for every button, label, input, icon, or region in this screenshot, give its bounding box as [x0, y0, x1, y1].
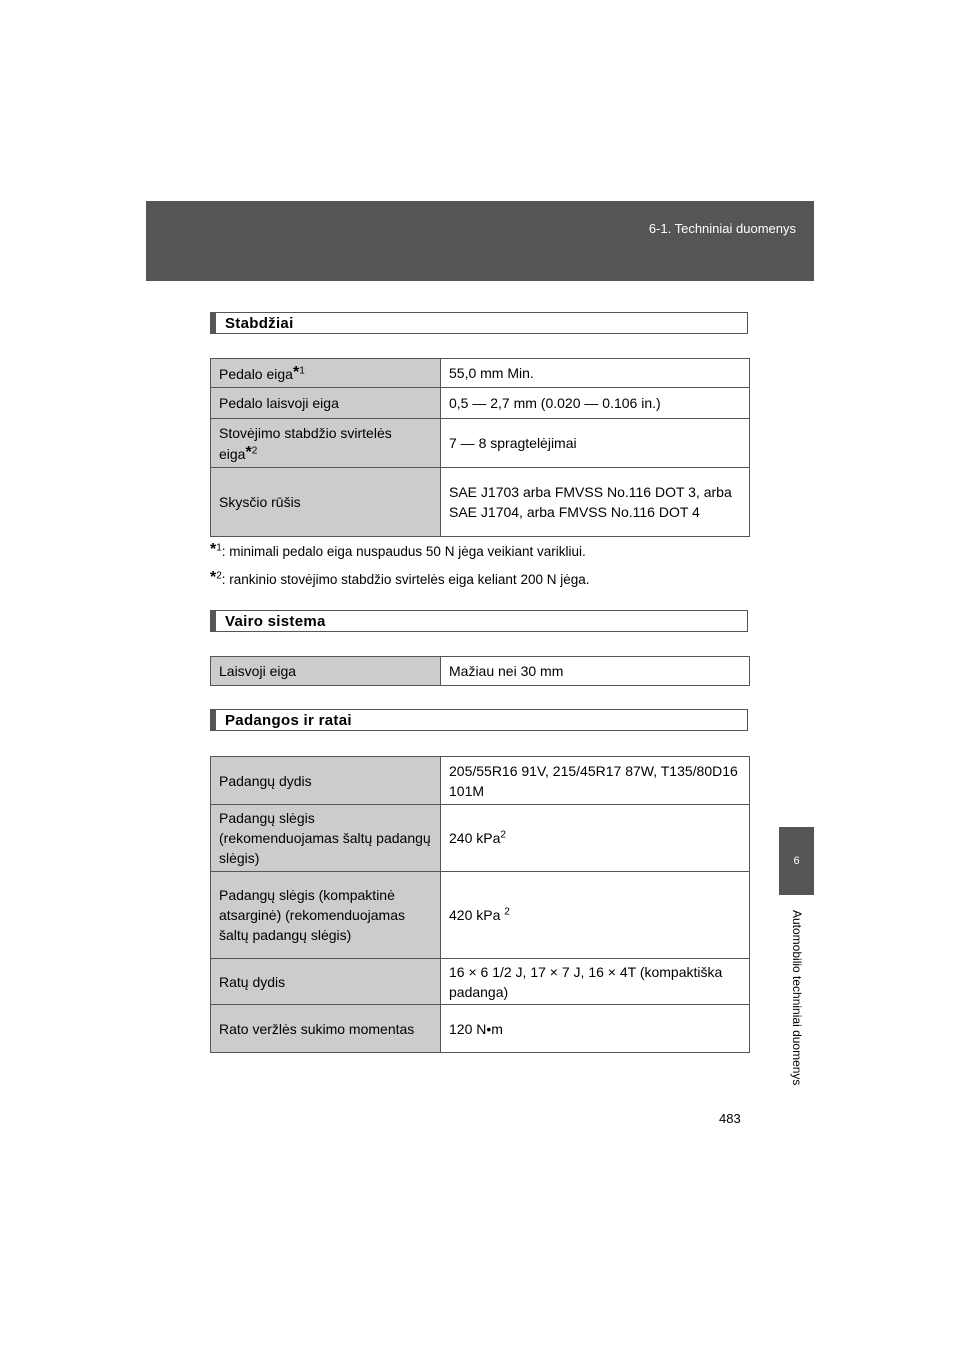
- section-title: Vairo sistema: [225, 612, 326, 630]
- row-value: SAE J1703 arba FMVSS No.116 DOT 3, arba SAE J1704, arba FMVSS No.116 DOT 4: [441, 468, 750, 537]
- row-key: Padangų dydis: [211, 757, 441, 805]
- row-key: Laisvoji eiga: [211, 657, 441, 686]
- row-value: 7 — 8 spragtelėjimai: [441, 419, 750, 468]
- footnote-2: *$^2$: rankinio stovėjimo stabdžio svirtelės eiga keliant 200 N jėga.: [210, 569, 590, 587]
- row-value: 120 N•m: [441, 1005, 750, 1053]
- table-row: [211, 468, 750, 537]
- table-row: [211, 388, 750, 419]
- row-key: Padangų slėgis (kompaktinė atsarginė) (rekomenduojamas šaltų padangų slėgis): [211, 872, 441, 959]
- section-heading-brakes: [210, 312, 748, 334]
- section-title: Padangos ir ratai: [225, 711, 352, 729]
- row-key: Pedalo laisvoji eiga: [211, 388, 441, 419]
- table-row: [211, 757, 750, 805]
- steering-table: [210, 656, 750, 686]
- table-row: [211, 419, 750, 468]
- section-heading-tires: [210, 709, 748, 731]
- row-value: 0,5 — 2,7 mm (0.020 — 0.106 in.): [441, 388, 750, 419]
- row-value: 16 × 6 1/2 J, 17 × 7 J, 16 × 4T (kompaktiška padanga): [441, 959, 750, 1005]
- row-key: Skysčio rūšis: [211, 468, 441, 537]
- section-title: Stabdžiai: [225, 314, 294, 332]
- row-value: 240 kPa$^2$: [441, 805, 750, 872]
- footnote-1: *$^1$: minimali pedalo eiga nuspaudus 50 N jėga veikiant varikliui.: [210, 541, 586, 559]
- row-value: 205/55R16 91V, 215/45R17 87W, T135/80D16 101M: [441, 757, 750, 805]
- table-row: [211, 805, 750, 872]
- table-row: [211, 1005, 750, 1053]
- brakes-table: [210, 358, 750, 537]
- row-key: Padangų slėgis (rekomenduojamas šaltų padangų slėgis): [211, 805, 441, 872]
- row-key: Ratų dydis: [211, 959, 441, 1005]
- row-value: Mažiau nei 30 mm: [441, 657, 750, 686]
- row-value: 420 kPa $^2$: [441, 872, 750, 959]
- row-value: 55,0 mm Min.: [441, 359, 750, 388]
- chapter-side-label-text: Automobilio techniniai duomenys: [790, 910, 804, 1086]
- row-key: Pedalo eiga*$^1$: [211, 359, 441, 388]
- chapter-number: 6: [793, 855, 800, 867]
- table-row: [211, 959, 750, 1005]
- row-key: Stovėjimo stabdžio svirtelės eiga*$^2$: [211, 419, 441, 468]
- tires-table: [210, 756, 750, 1053]
- chapter-tab: [779, 827, 814, 895]
- page-number: 483: [719, 1111, 741, 1126]
- table-row: [211, 872, 750, 959]
- section-heading-steering: [210, 610, 748, 632]
- table-row: [211, 657, 750, 686]
- row-key: Rato veržlės sukimo momentas: [211, 1005, 441, 1053]
- table-row: [211, 359, 750, 388]
- header-section-title: 6-1. Techniniai duomenys: [648, 221, 796, 236]
- page-header: [146, 201, 814, 281]
